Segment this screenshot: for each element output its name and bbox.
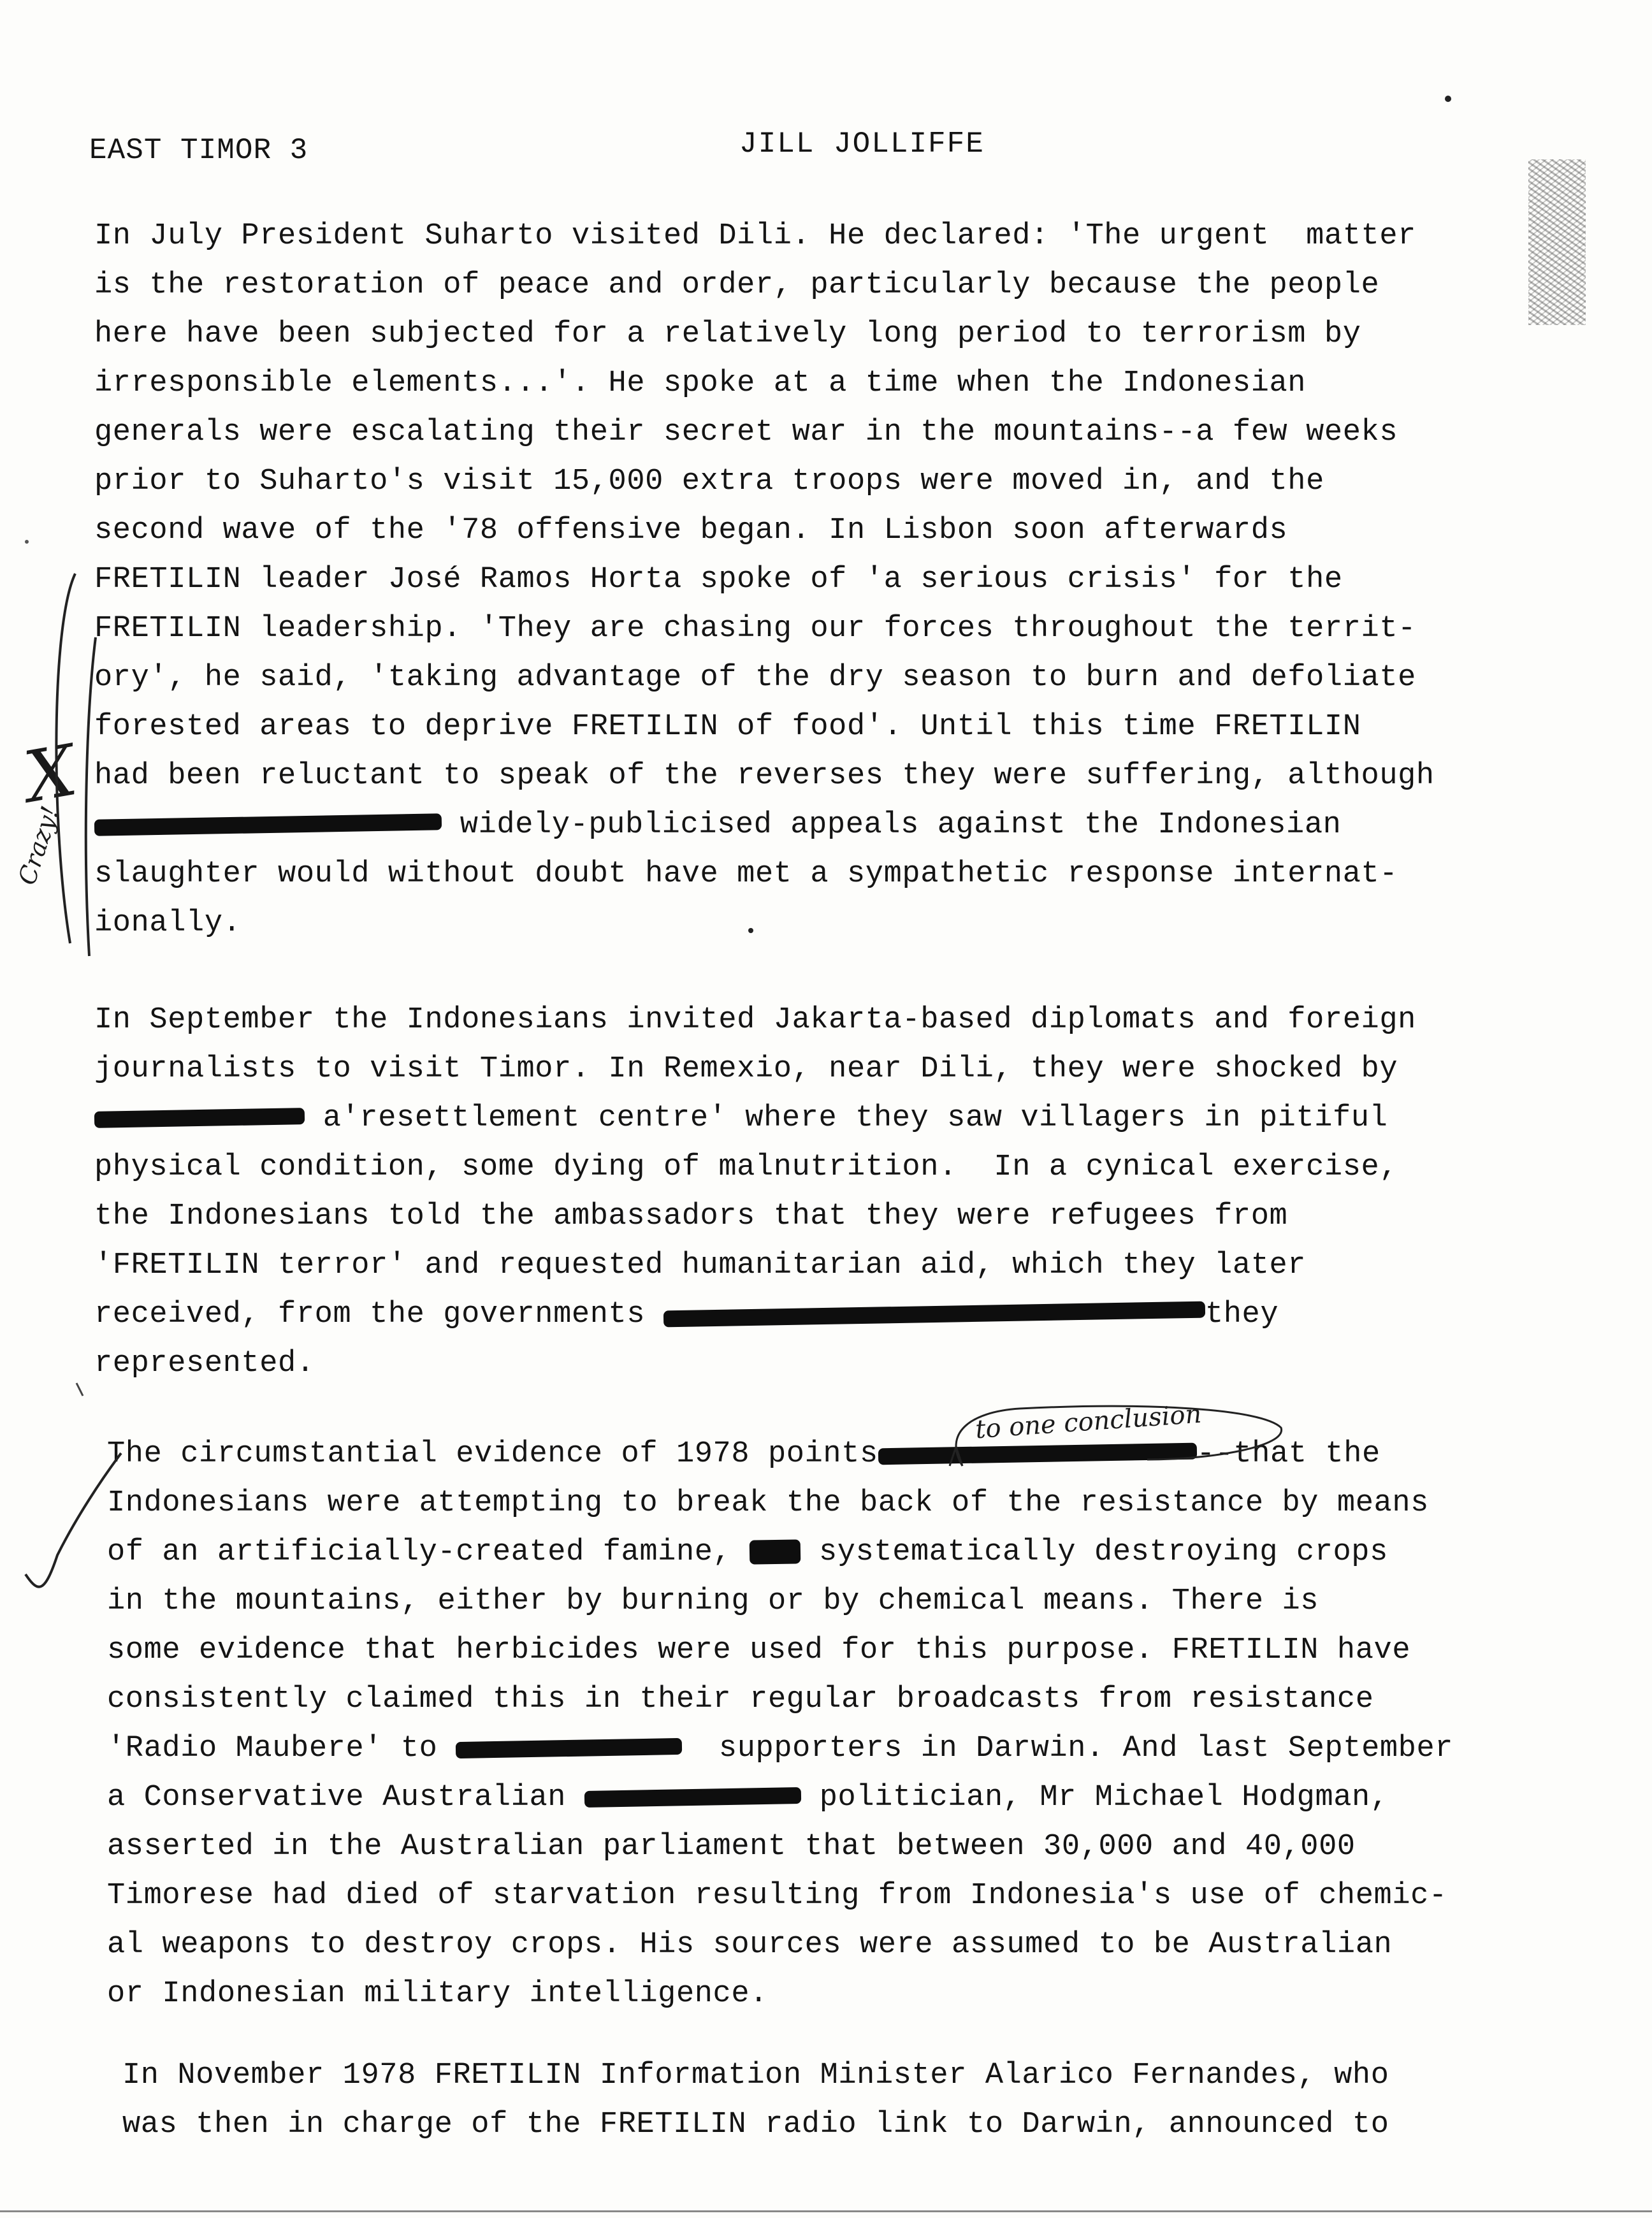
text-line: ory', he said, 'taking advantage of the dry season to burn and defoliate [94,661,1416,695]
text-line: In July President Suharto visited Dili. He declared: 'The urgent matter [94,219,1416,253]
text-line: asserted in the Australian parliament that between 30,000 and 40,000 [107,1830,1356,1864]
text-fragment: received, from the governments [94,1298,663,1331]
text-line: irresponsible elements...'. He spoke at a time when the Indonesian [94,366,1307,400]
text-line: In November 1978 FRETILIN Information Minister Alarico Fernandes, who [122,2059,1389,2092]
text-fragment: widely-publicised appeals against the Indonesian [442,808,1342,842]
redaction-mark [663,1301,1205,1327]
text-line: second wave of the '78 offensive began. In Lisbon soon afterwards [94,514,1288,547]
text-line: Timorese had died of starvation resulting from Indonesia's use of chemic- [107,1879,1447,1913]
text-fragment: politician, Mr Michael Hodgman, [801,1781,1389,1815]
text-line: here have been subjected for a relatively long period to terrorism by [94,317,1361,351]
text-line-redacted [107,1724,1560,1773]
stray-mark [76,1383,83,1396]
text-line: prior to Suharto's visit 15,000 extra troops were moved in, and the [94,465,1324,498]
text-line: 'FRETILIN terror' and requested humanitarian aid, which they later [94,1249,1307,1282]
text-line: al weapons to destroy crops. His sources were assumed to be Australian [107,1928,1393,1962]
text-line: forested areas to deprive FRETILIN of food'. Until this time FRETILIN [94,710,1361,744]
text-line: In September the Indonesians invited Jakarta-based diplomats and foreign [94,1003,1416,1037]
text-line: represented. [94,1347,315,1381]
text-line: Indonesians were attempting to break the back of the resistance by means [107,1486,1429,1520]
text-fragment: --that the [1196,1437,1380,1471]
text-line-redacted [94,1290,1547,1339]
text-line-redacted [107,1528,1560,1577]
redaction-mark [94,1108,305,1128]
text-fragment: a Conservative Australian [107,1781,584,1815]
text-line: slaughter would without doubt have met a sympathetic response internat- [94,857,1398,891]
header-author: JILL JOLLIFFE [739,127,985,161]
text-line: some evidence that herbicides were used for this purpose. FRETILIN have [107,1634,1411,1667]
text-line: generals were escalating their secret war in the mountains--a few weeks [94,416,1398,449]
text-line: FRETILIN leadership. 'They are chasing our forces throughout the territ- [94,612,1416,646]
text-line: FRETILIN leader José Ramos Horta spoke of 'a serious crisis' for the [94,563,1343,597]
redaction-mark [94,813,442,836]
redaction-mark [584,1787,801,1808]
text-line: the Indonesians told the ambassadors that they were refugees from [94,1200,1288,1233]
text-fragment: a'resettlement centre' where they saw villagers in pitiful [305,1101,1388,1135]
text-fragment: systematically destroying crops [801,1535,1388,1569]
text-line-redacted [107,1430,1560,1479]
paragraph-3 [107,1430,1560,2019]
redaction-mark [750,1539,801,1564]
header-title: EAST TIMOR 3 [89,134,308,167]
text-line: ionally. [94,906,242,940]
text-line: consistently claimed this in their regular broadcasts from resistance [107,1683,1374,1716]
margin-crazy-note: Crazy! [13,802,64,888]
stray-dot [25,540,29,544]
margin-x-mark: X [18,729,82,818]
text-fragment: they [1205,1298,1279,1331]
text-line: or Indonesian military intelligence. [107,1977,768,2011]
paragraph-1 [94,212,1547,948]
inserted-phrase-note: to one conclusion [974,1399,1203,1445]
text-fragment: 'Radio Maubere' to [107,1732,456,1765]
bottom-edge-rule [0,2210,1652,2212]
text-line: in the mountains, either by burning or by chemical means. There is [107,1584,1319,1618]
text-line: journalists to visit Timor. In Remexio, near Dili, they were shocked by [94,1052,1398,1086]
text-fragment: of an artificially-created famine, [107,1535,750,1569]
stray-dot [1445,96,1451,102]
text-line-redacted [94,1094,1547,1143]
text-fragment: The circumstantial evidence of 1978 points [107,1437,878,1471]
redaction-mark [878,1442,1197,1465]
text-line: had been reluctant to speak of the reverses they were suffering, although [94,759,1435,793]
text-line: was then in charge of the FRETILIN radio link to Darwin, announced to [122,2108,1389,2142]
paragraph-2 [94,996,1547,1388]
text-fragment: supporters in Darwin. And last September [682,1732,1454,1765]
text-line: is the restoration of peace and order, particularly because the people [94,268,1380,302]
paragraph-4 [122,2051,1576,2149]
text-line-redacted [107,1773,1560,1822]
text-line: physical condition, some dying of malnutrition. In a cynical exercise, [94,1150,1398,1184]
redaction-mark [456,1737,682,1758]
text-line-redacted [94,801,1547,850]
